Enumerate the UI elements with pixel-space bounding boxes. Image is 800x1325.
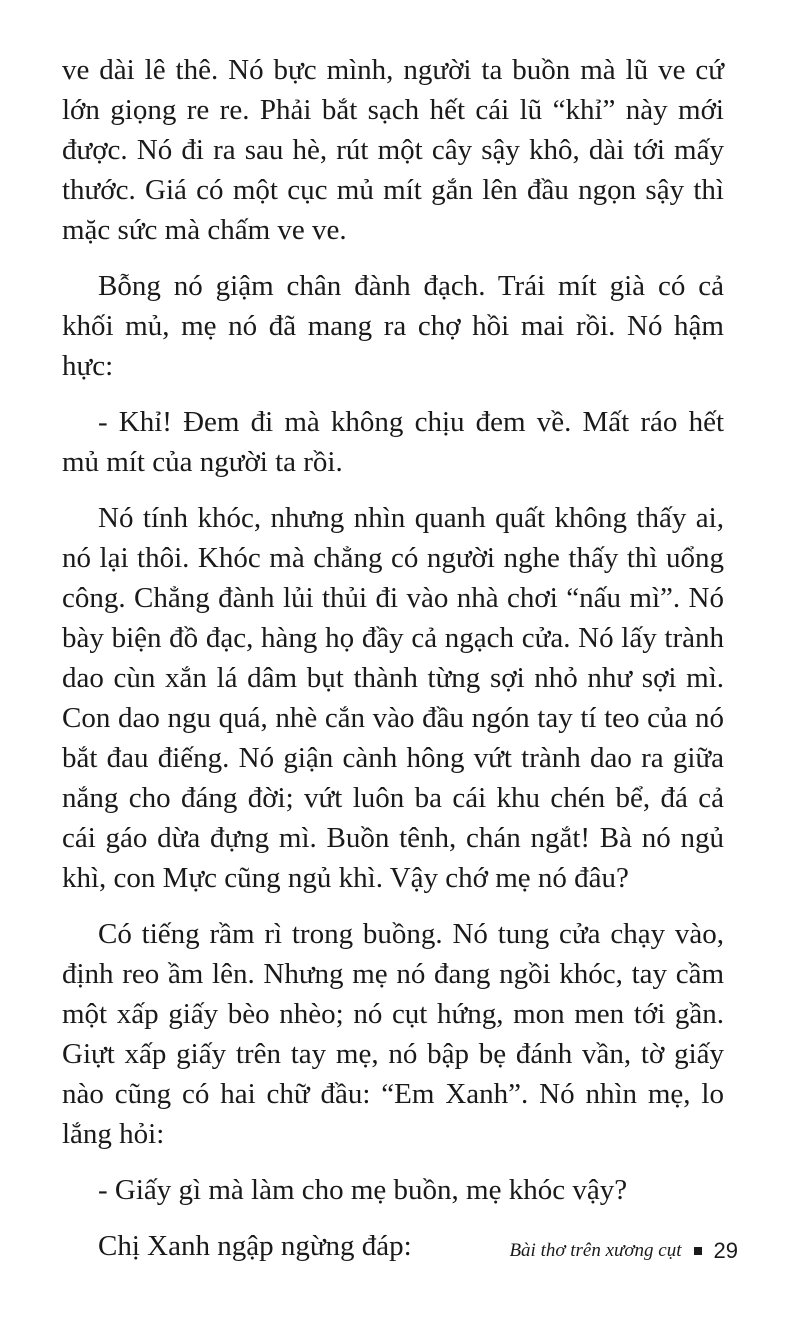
paragraph-5: Có tiếng rầm rì trong buồng. Nó tung cửa chạy vào, định reo ầm lên. Nhưng mẹ nó đang ngồi khóc, tay cầm một xấp giấy bèo nhèo; nó cụt hứng, mon men tới gần. Giựt xấp giấy trên tay mẹ, nó bập bẹ đánh vần, tờ giấy nào cũng có hai chữ đầu: “Em Xanh”. Nó nhìn mẹ, lo lắng hỏi: xyxy=(62,918,724,1150)
page-footer xyxy=(509,1238,738,1264)
paragraph-7: Chị Xanh ngập ngừng đáp: xyxy=(98,1230,412,1262)
body-text xyxy=(62,50,724,1282)
paragraph-1: ve dài lê thê. Nó bực mình, người ta buồn mà lũ ve cứ lớn giọng re re. Phải bắt sạch hết cái lũ “khỉ” này mới được. Nó đi ra sau hè, rút một cây sậy khô, dài tới mấy thước. Giá có một cục mủ mít gắn lên đầu ngọn sậy thì mặc sức mà chấm ve ve. xyxy=(62,54,724,246)
paragraph-6: - Giấy gì mà làm cho mẹ buồn, mẹ khóc vậy? xyxy=(98,1174,628,1206)
square-bullet-icon xyxy=(694,1247,702,1255)
paragraph-4: Nó tính khóc, nhưng nhìn quanh quất không thấy ai, nó lại thôi. Khóc mà chẳng có người nghe thấy thì uổng công. Chẳng đành lủi thủi đi vào nhà chơi “nấu mì”. Nó bày biện đồ đạc, hàng họ đầy cả ngạch cửa. Nó lấy trành dao cùn xắn lá dâm bụt thành từng sợi nhỏ như sợi mì. Con dao ngu quá, nhè cắn vào đầu ngón tay tí teo của nó bắt đau điếng. Nó giận cành hông vứt trành dao ra giữa nắng cho đáng đời; vứt luôn ba cái khu chén bể, đá cả cái gáo dừa đựng mì. Buồn tênh, chán ngắt! Bà nó ngủ khì, con Mực cũng ngủ khì. Vậy chớ mẹ nó đâu? xyxy=(62,502,724,894)
page-number: 29 xyxy=(713,1238,738,1263)
paragraph-2: Bỗng nó giậm chân đành đạch. Trái mít già có cả khối mủ, mẹ nó đã mang ra chợ hồi mai rồi. Nó hậm hực: xyxy=(62,270,724,382)
paragraph-3: - Khỉ! Đem đi mà không chịu đem về. Mất ráo hết mủ mít của người ta rồi. xyxy=(62,406,724,478)
running-title: Bài thơ trên xương cụt xyxy=(509,1240,682,1261)
